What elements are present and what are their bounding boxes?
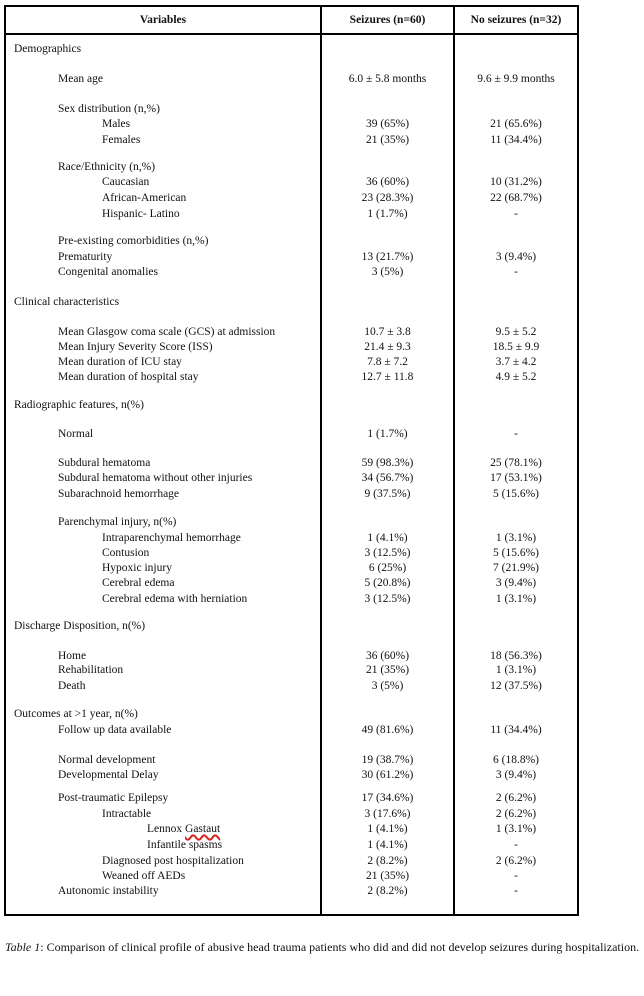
row-label: Outcomes at >1 year, n(%) [14, 708, 138, 720]
table-caption [5, 940, 641, 955]
header-no-seizures: No seizures (n=32) [470, 14, 562, 26]
table-row [6, 250, 577, 265]
no-seizures-value: 1 (3.1%) [495, 823, 537, 835]
seizures-value: 39 (65%) [365, 118, 410, 130]
no-seizures-value: 7 (21.9%) [493, 562, 539, 574]
table-row [6, 807, 577, 822]
seizures-value: 5 (20.8%) [364, 577, 411, 589]
row-label-wrapper [147, 822, 220, 837]
row-label: Hispanic- Latino [102, 208, 180, 220]
seizures-value: 3 (5%) [371, 266, 404, 278]
table-row [6, 340, 577, 355]
no-seizures-value: 3 (9.4%) [495, 251, 537, 263]
spellcheck-flagged-word: Gastaut [185, 823, 221, 835]
row-label: Subdural hematoma without other injuries [58, 472, 253, 484]
row-label: Radiographic features, n(%) [14, 399, 144, 411]
table-row [6, 175, 577, 190]
no-seizures-value: 6 (18.8%) [493, 754, 539, 766]
seizures-value: 49 (81.6%) [361, 724, 414, 736]
row-label: Mean duration of hospital stay [58, 371, 199, 383]
no-seizures-value: 2 (6.2%) [495, 792, 537, 804]
row-label: Infantile spasms [147, 839, 223, 851]
seizures-value: 13 (21.7%) [361, 251, 414, 263]
row-label: Race/Ethnicity (n,%) [58, 161, 156, 173]
seizures-value: 6 (25%) [368, 562, 407, 574]
seizures-value: 17 (34.6%) [361, 792, 414, 804]
row-label: Hypoxic injury [102, 562, 172, 574]
table-row [6, 487, 577, 502]
table-row [6, 117, 577, 132]
table-row [6, 191, 577, 206]
table-row [6, 427, 577, 442]
table-row [6, 72, 577, 87]
seizures-value: 21 (35%) [365, 664, 410, 676]
row-label: Normal [58, 428, 94, 440]
seizures-value: 1 (4.1%) [367, 839, 408, 851]
table-row [6, 160, 577, 175]
no-seizures-value: 21 (65.6%) [490, 118, 542, 130]
row-label: Discharge Disposition, n(%) [14, 620, 146, 632]
no-seizures-value: 1 (3.1%) [495, 593, 537, 605]
row-label: Mean Injury Severity Score (ISS) [58, 341, 213, 353]
row-label: Post-traumatic Epilepsy [58, 792, 169, 804]
seizures-value: 1 (4.1%) [367, 532, 408, 544]
seizures-value: 9 (37.5%) [364, 488, 411, 500]
table-row [6, 854, 577, 869]
seizures-value: 7.8 ± 7.2 [367, 356, 408, 368]
no-seizures-value: 5 (15.6%) [493, 488, 539, 500]
no-seizures-value: 4.9 ± 5.2 [495, 371, 537, 383]
section-row [6, 398, 577, 413]
no-seizures-value: 2 (6.2%) [495, 808, 537, 820]
no-seizures-value: 9.6 ± 9.9 months [477, 73, 555, 85]
data-table [4, 5, 579, 916]
no-seizures-value: - [514, 266, 518, 278]
seizures-value: 23 (28.3%) [361, 192, 414, 204]
no-seizures-value: 1 (3.1%) [495, 532, 537, 544]
row-label: Prematurity [58, 251, 113, 263]
table-row [6, 546, 577, 561]
section-row [6, 707, 577, 722]
no-seizures-value: 3 (9.4%) [495, 769, 537, 781]
seizures-value: 34 (56.7%) [361, 472, 414, 484]
table-row [6, 869, 577, 884]
row-label: Mean age [58, 73, 104, 85]
table-row [6, 679, 577, 694]
seizures-value: 21 (35%) [365, 134, 410, 146]
row-label: Sex distribution (n,%) [58, 103, 160, 115]
table-row [6, 649, 577, 664]
seizures-value: 3 (17.6%) [364, 808, 411, 820]
row-label: Subarachnoid hemorrhage [58, 488, 180, 500]
section-row [6, 42, 577, 57]
table-row [6, 753, 577, 768]
row-label: Pre-existing comorbidities (n,%) [58, 235, 209, 247]
no-seizures-value: 10 (31.2%) [490, 176, 542, 188]
header-variables: Variables [139, 14, 187, 26]
row-label: Follow up data available [58, 724, 172, 736]
table-row [6, 838, 577, 853]
no-seizures-value: 1 (3.1%) [495, 664, 537, 676]
row-label: Rehabilitation [58, 664, 124, 676]
seizures-value: 36 (60%) [365, 650, 410, 662]
table-row [6, 515, 577, 530]
row-label: Normal development [58, 754, 156, 766]
no-seizures-value: - [514, 208, 518, 220]
row-label: Home [58, 650, 87, 662]
no-seizures-value: 2 (6.2%) [495, 855, 537, 867]
no-seizures-value: 22 (68.7%) [490, 192, 542, 204]
seizures-value: 1 (1.7%) [367, 208, 408, 220]
row-label: Cerebral edema [102, 577, 175, 589]
table-row [6, 234, 577, 249]
table-row [6, 723, 577, 738]
table-row [6, 133, 577, 148]
row-label: Contusion [102, 547, 150, 559]
table-row [6, 663, 577, 678]
section-row [6, 295, 577, 310]
row-label: Cerebral edema with herniation [102, 593, 248, 605]
no-seizures-value: 12 (37.5%) [490, 680, 542, 692]
no-seizures-value: 18.5 ± 9.9 [492, 341, 540, 353]
row-label: Diagnosed post hospitalization [102, 855, 244, 867]
header-divider [6, 33, 577, 35]
table-row [6, 822, 577, 837]
seizures-value: 21 (35%) [365, 870, 410, 882]
no-seizures-value: 17 (53.1%) [490, 472, 542, 484]
row-label: Parenchymal injury, n(%) [58, 516, 177, 528]
table-row [6, 531, 577, 546]
caption-label: Table 1 [5, 940, 41, 954]
row-label: Caucasian [102, 176, 150, 188]
row-label: Autonomic instability [58, 885, 159, 897]
seizures-value: 36 (60%) [365, 176, 410, 188]
row-label: Intractable [102, 808, 152, 820]
seizures-value: 3 (12.5%) [364, 547, 411, 559]
seizures-value: 30 (61.2%) [361, 769, 414, 781]
seizures-value: 2 (8.2%) [367, 885, 408, 897]
table-row [6, 102, 577, 117]
table-row [6, 355, 577, 370]
table-row [6, 791, 577, 806]
no-seizures-value: 3.7 ± 4.2 [495, 356, 537, 368]
row-label: Intraparenchymal hemorrhage [102, 532, 241, 544]
table-row [6, 471, 577, 486]
table-row [6, 768, 577, 783]
seizures-value: 21.4 ± 9.3 [364, 341, 411, 353]
no-seizures-value: 25 (78.1%) [490, 457, 542, 469]
table-row [6, 561, 577, 576]
row-label: Lennox [147, 823, 186, 835]
row-label: Death [58, 680, 86, 692]
seizures-value: 3 (12.5%) [364, 593, 411, 605]
no-seizures-value: - [514, 839, 518, 851]
header-seizures: Seizures (n=60) [349, 14, 426, 26]
seizures-value: 2 (8.2%) [367, 855, 408, 867]
table-row [6, 884, 577, 899]
row-label: Males [102, 118, 131, 130]
table-row [6, 370, 577, 385]
table-row [6, 592, 577, 607]
caption-text: : Comparison of clinical profile of abusive head trauma patients who did and did not develop seizures during hospitalization. [40, 940, 640, 954]
no-seizures-value: - [514, 428, 518, 440]
table-row [6, 576, 577, 591]
row-label: Weaned off AEDs [102, 870, 186, 882]
table-row [6, 325, 577, 340]
row-label: Mean Glasgow coma scale (GCS) at admission [58, 326, 276, 338]
seizures-value: 1 (1.7%) [367, 428, 408, 440]
table-row [6, 265, 577, 280]
seizures-value: 1 (4.1%) [367, 823, 408, 835]
no-seizures-value: - [514, 885, 518, 897]
row-label: Congenital anomalies [58, 266, 158, 278]
seizures-value: 19 (38.7%) [361, 754, 414, 766]
seizures-value: 10.7 ± 3.8 [364, 326, 411, 338]
no-seizures-value: 9.5 ± 5.2 [495, 326, 537, 338]
row-label: Mean duration of ICU stay [58, 356, 182, 368]
seizures-value: 3 (5%) [371, 680, 404, 692]
no-seizures-value: 5 (15.6%) [493, 547, 539, 559]
row-label: Developmental Delay [58, 769, 159, 781]
seizures-value: 12.7 ± 11.8 [361, 371, 414, 383]
row-label: Demographics [14, 43, 82, 55]
row-label: Females [102, 134, 141, 146]
table-row [6, 207, 577, 222]
no-seizures-value: 3 (9.4%) [495, 577, 537, 589]
table-row [6, 456, 577, 471]
seizures-value: 59 (98.3%) [361, 457, 414, 469]
row-label: African-American [102, 192, 187, 204]
no-seizures-value: - [514, 870, 518, 882]
no-seizures-value: 11 (34.4%) [490, 134, 542, 146]
seizures-value: 6.0 ± 5.8 months [348, 73, 427, 85]
row-label: Subdural hematoma [58, 457, 151, 469]
no-seizures-value: 18 (56.3%) [490, 650, 542, 662]
row-label: Clinical characteristics [14, 296, 120, 308]
no-seizures-value: 11 (34.4%) [490, 724, 542, 736]
section-row [6, 619, 577, 634]
